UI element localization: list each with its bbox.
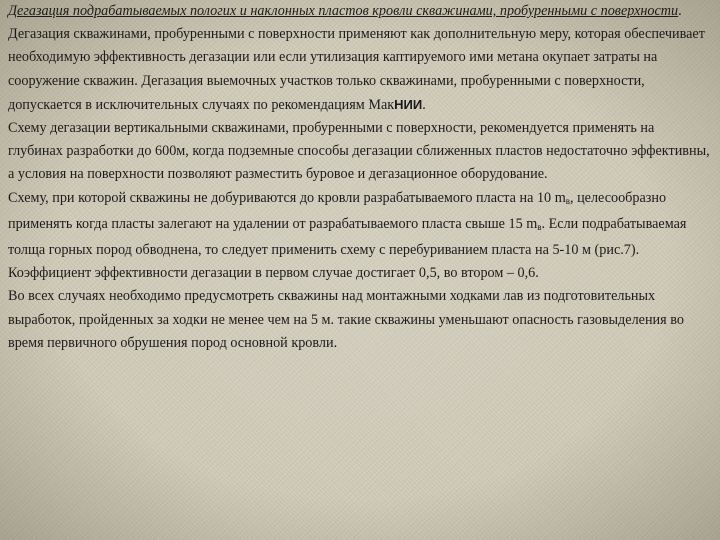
paragraph-1 [8,23,712,117]
paragraph-3 [8,187,712,263]
paragraph-5: Во всех случаях необходимо предусмотреть скважины над монтажными ходками лав из подготовительных выработок, пройденных за ходки не менее чем на 5 м. такие скважины уменьшают опасность газовыделения во время первичного обрушения пород основной кровли. [8,288,684,351]
heading-period: . [678,3,682,19]
paragraph-3-text-b: , целесообразно применять когда пласты залегают на удалении от разрабатываемого пласта свыше 15 m [8,189,667,232]
paragraph-1-end: . [422,96,426,113]
subscript-2: в [537,221,542,232]
slide-text-body [8,0,712,355]
paragraph-4: Коэффициент эффективности дегазации в первом случае достигает 0,5, во втором – 0,6. [8,265,539,282]
heading-paragraph [8,0,712,23]
paragraph-1-text: Дегазация скважинами, пробуренными с поверхности применяют как дополнительную меру, которая обеспечивает необходимую эффективность дегазации или если утилизация каптируемого ими метана окупает затраты на сооружение скважин. Дегазация выемочных участков только скважинами, пробуренными с поверхности, допускается в исключительных случаях по рекомендациям Мак [8,26,705,113]
section-heading: Дегазация подрабатываемых пологих и наклонных пластов кровли скважинами, пробуренными с поверхности [8,3,679,19]
institute-abbrev: НИИ [394,96,423,112]
paragraph-3-text-a: Схему, при которой скважины не добуриваются до кровли разрабатываемого пласта на 10 m [8,189,566,206]
paragraph-2: Схему дегазации вертикальными скважинами, пробуренными с поверхности, рекомендуется применять на глубинах разработки до 600м, когда подземные способы дегазации сближенных пластов недостаточно эффективны, а условия на поверхности позволяют разместить буровое и дегазационное оборудование. [8,120,710,183]
paragraph-3-text-c: . Если подрабатываемая толща горных пород обводнена, то следует применить схему с перебуриванием пласта на 5-10 м (рис.7). [8,215,687,259]
subscript-1: в [565,195,570,206]
